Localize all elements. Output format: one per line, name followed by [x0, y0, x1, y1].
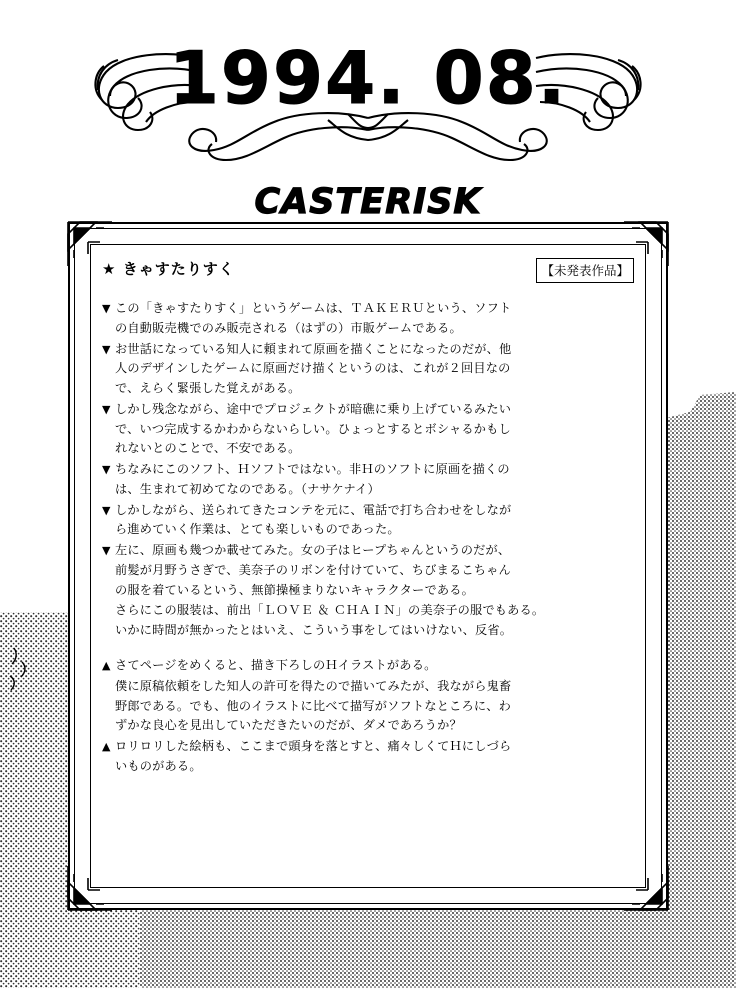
paragraph-line: この「きゃすたりすく」というゲームは、ＴＡＫＥＲＵという、ソフト [115, 301, 512, 315]
paragraph [102, 460, 634, 500]
paragraph-line: 人のデザインしたゲームに原画だけ描くというのは、これが２回目なの [115, 361, 511, 376]
paragraph [102, 299, 634, 339]
article-title [102, 258, 235, 279]
paragraph-text [115, 656, 634, 676]
paragraph-marker: ▼ [102, 402, 111, 416]
paragraph-marker: ▼ [102, 342, 111, 356]
paragraph-text [115, 601, 634, 641]
corner-ornament-icon [624, 220, 670, 266]
paragraph-line: 野郎である。でも、他のイラストに比べて描写がソフトなところに、わ [115, 698, 512, 713]
paragraph [102, 501, 634, 541]
paragraph-line: いかに時間が無かったとはいえ、こういう事をしてはいけない、反省。 [115, 623, 513, 638]
paragraph-line: さてページをめくると、描き下ろしのＨイラストがある。 [115, 658, 437, 673]
paragraph-marker: ▲ [102, 740, 111, 754]
paragraph-marker: ▲ [102, 659, 111, 673]
paragraph-marker: ▼ [102, 544, 111, 558]
paragraph-line: 僕に原稿依頼をした知人の許可を得たので描いてみたが、我ながら鬼畜 [115, 678, 512, 693]
page-header [0, 0, 736, 222]
corner-ornament-icon [66, 866, 112, 912]
paragraph-line: の服を着ているという、無節操極まりないキャラクターである。 [115, 582, 474, 597]
ornamental-divider-icon [178, 108, 558, 168]
paragraph-marker: ▼ [102, 503, 111, 517]
paragraph-line: しかし残念ながら、途中でプロジェクトが暗礁に乗り上げているみたい [115, 401, 512, 416]
paragraph [102, 340, 634, 399]
paragraph [102, 737, 634, 777]
paragraph-text [115, 677, 634, 736]
paragraph-line: いものがある。 [115, 758, 202, 773]
paragraph-text [115, 400, 634, 459]
paragraph [102, 400, 634, 459]
paragraph-text [115, 501, 634, 541]
section-spacer [102, 642, 634, 656]
paragraph [102, 656, 634, 676]
paragraph-line: しかしながら、送られてきたコンテを元に、電話で打ち合わせをしなが [115, 502, 512, 517]
paragraph-text [115, 737, 634, 777]
article-body-group-2 [102, 656, 634, 777]
page-title: 1994. 08. [168, 36, 568, 120]
paragraph-marker: ▼ [102, 302, 111, 315]
paragraph [102, 677, 634, 736]
article-heading-row [102, 258, 634, 283]
corner-ornament-icon [66, 220, 112, 266]
paragraph-text [115, 460, 634, 500]
corner-ornament-icon [624, 866, 670, 912]
paragraph-line: の自動販売機でのみ販売される（はずの）市販ゲームである。 [115, 320, 462, 335]
paragraph-line: 左に、原画も幾つか載せてみた。女の子はヒープちゃんというのだが、 [115, 543, 511, 558]
paragraph-line: で、いつ完成するかわからないらしい。ひょっとするとボシャるかもし [115, 421, 511, 436]
paragraph-line: れないとのことで、不安である。 [115, 441, 301, 456]
paragraph-text [115, 340, 634, 399]
paragraph [102, 601, 634, 641]
paragraph-line: で、えらく緊張した覚えがある。 [115, 381, 301, 396]
paragraph-text [115, 541, 634, 600]
article-title-text: きゃすたりすく [122, 260, 235, 278]
paragraph [102, 541, 634, 600]
paragraph-line: ちなみにこのソフト、Ｈソフトではない。非Ｈのソフトに原画を描くの [115, 462, 510, 477]
paragraph-line: お世話になっている知人に頼まれて原画を描くことになったのだが、他 [115, 341, 512, 356]
paragraph-line: 前髪が月野うさぎで、美奈子のリボンを付けていて、ちびまるこちゃん [115, 562, 511, 577]
star-icon: ★ [102, 260, 117, 278]
paragraph-marker: ▼ [102, 463, 111, 477]
article-content [102, 258, 634, 876]
paragraph-line: ら進めていく作業は、とても楽しいものであった。 [115, 522, 400, 537]
status-badge: 【未発表作品】 [536, 258, 634, 283]
article-frame [68, 222, 668, 910]
paragraph-line: ロリロリした絵柄も、ここまで頭身を落とすと、痛々しくてＨにしづら [115, 739, 512, 754]
paragraph-text [115, 299, 634, 339]
paragraph-line: ずかな良心を見出していただきたいのだが、ダメであろうか？ [115, 718, 462, 733]
article-body-group-1 [102, 299, 634, 641]
brand-title: CASTERISK [254, 182, 482, 222]
paragraph-line: さらにこの服装は、前出「ＬＯＶＥ ＆ ＣＨＡＩＮ」の美奈子の服でもある。 [115, 603, 545, 618]
paragraph-line: は、生まれて初めてなのである。（ナサケナイ） [115, 481, 380, 496]
